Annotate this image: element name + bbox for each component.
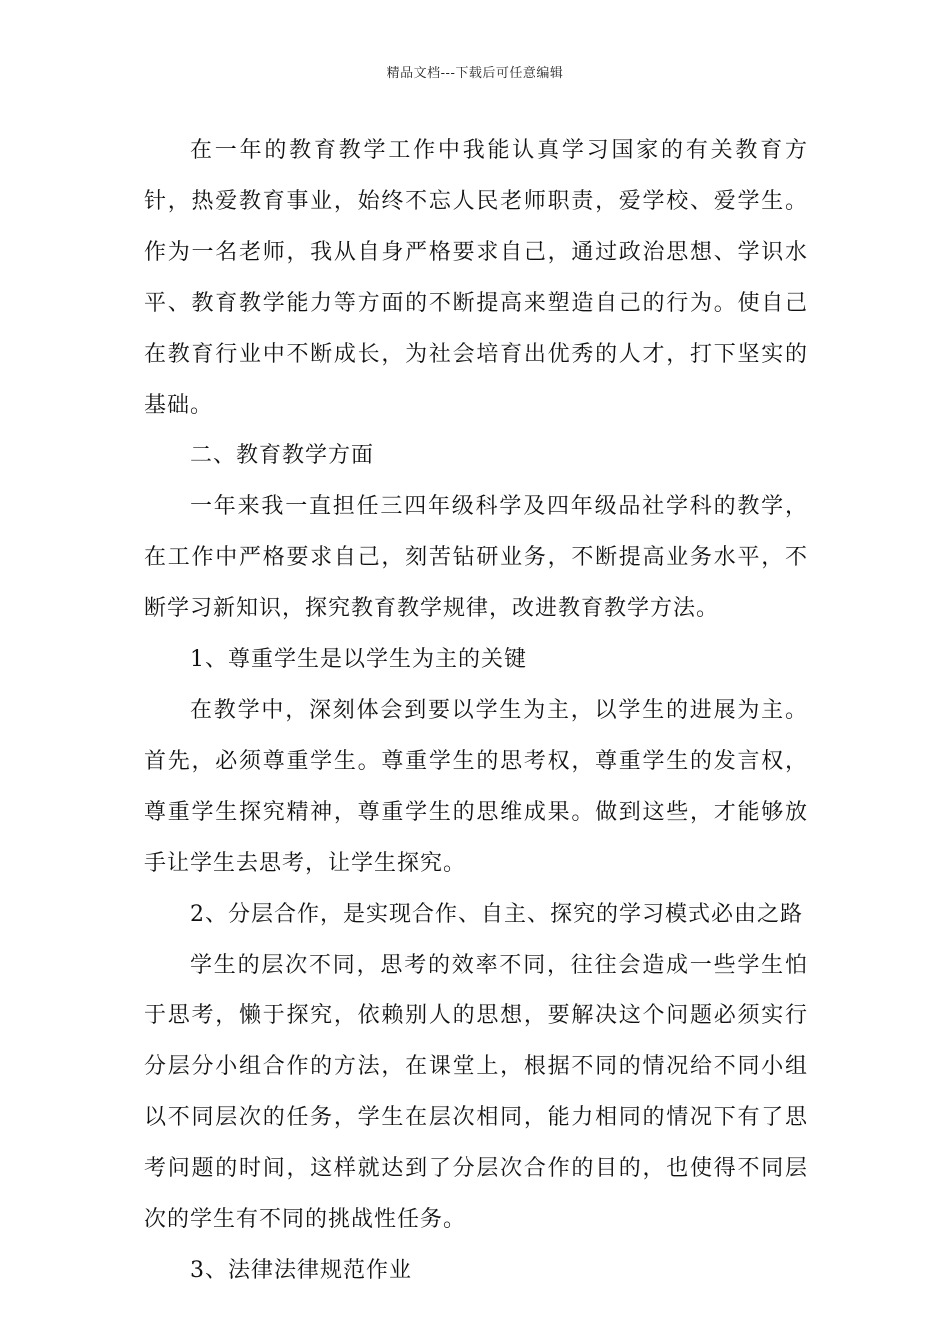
subsection-heading: 1、尊重学生是以学生为主的关键 — [190, 647, 527, 673]
body-paragraph: 学生的层次不同，思考的效率不同，往往会造成一些学生怕于思考，懒于探究，依赖别人的思想，要解决这个问题必须实行分层分小组合作的方法，在课堂上，根据不同的情况给不同小组以不同层次的任务，学生在层次相同，能力相同的情况下有了思考问题的时间，这样就达到了分层次合作的目的，也使得不同层次的学生有不同的挑战性任务。 — [144, 952, 808, 1233]
section-heading: 二、教育教学方面 — [190, 443, 375, 469]
document-body — [144, 126, 808, 1297]
body-paragraph: 一年来我一直担任三四年级科学及四年级品社学科的教学，在工作中严格要求自己，刻苦钻研业务，不断提高业务水平，不断学习新知识，探究教育教学规律，改进教育教学方法。 — [144, 494, 808, 622]
body-paragraph: 在教学中，深刻体会到要以学生为主，以学生的进展为主。首先，必须尊重学生。尊重学生的思考权，尊重学生的发言权，尊重学生探究精神，尊重学生的思维成果。做到这些，才能够放手让学生去思考，让学生探究。 — [144, 697, 808, 876]
body-paragraph: 在一年的教育教学工作中我能认真学习国家的有关教育方针，热爱教育事业，始终不忘人民老师职责，爱学校、爱学生。作为一名老师，我从自身严格要求自己，通过政治思想、学识水平、教育教学能力等方面的不断提高来塑造自己的行为。使自己在教育行业中不断成长，为社会培育出优秀的人才，打下坚实的基础。 — [144, 138, 808, 418]
subsection-heading: 3、法律法律规范作业 — [190, 1257, 412, 1283]
subsection-heading: 2、分层合作，是实现合作、自主、探究的学习模式必由之路 — [190, 901, 803, 927]
page-header: 精品文档---下载后可任意编辑 — [386, 66, 564, 81]
